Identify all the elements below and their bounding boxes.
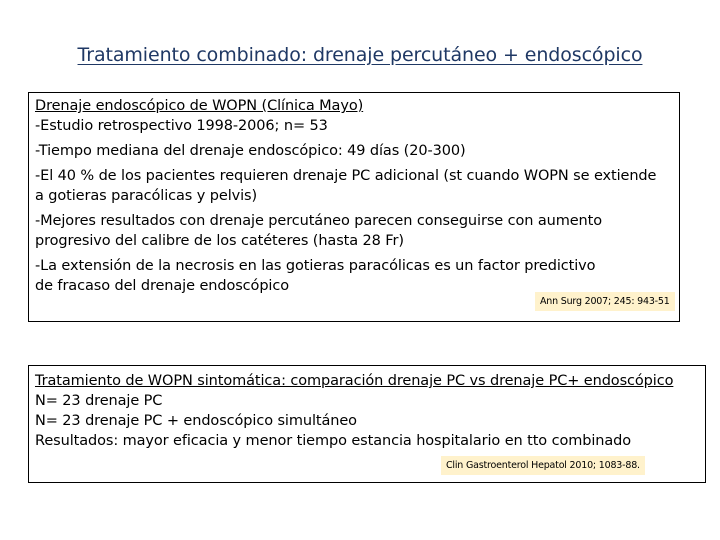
box-heading: Drenaje endoscópico de WOPN (Clínica Mayo) (35, 98, 364, 114)
slide-title: Tratamiento combinado: drenaje percutáneo + endoscópico (77, 44, 643, 66)
reference-citation: Clin Gastroenterol Hepatol 2010; 1083-88. (441, 456, 645, 475)
better-results-line-cont: progresivo del calibre de los catéteres (hasta 28 Fr) (35, 233, 404, 249)
comparison-study-box (28, 365, 706, 483)
mayo-clinic-study-box (28, 92, 680, 322)
better-results-line: -Mejores resultados con drenaje percutáneo parecen conseguirse con aumento (35, 213, 603, 229)
additional-drainage-line: -El 40 % de los pacientes requieren drenaje PC adicional (st cuando WOPN se extiende (35, 168, 657, 184)
reference-citation: Ann Surg 2007; 245: 943-51 (535, 292, 675, 311)
additional-drainage-line-cont: a gotieras paracólicas y pelvis) (35, 188, 258, 204)
predictive-factor-line: -La extensión de la necrosis en las gotieras paracólicas es un factor predictivo (35, 258, 596, 274)
median-time-line: -Tiempo mediana del drenaje endoscópico: 49 días (20-300) (35, 143, 466, 159)
group-combined-line: N= 23 drenaje PC + endoscópico simultáneo (35, 413, 357, 429)
results-line: Resultados: mayor eficacia y menor tiempo estancia hospitalario en tto combinado (35, 433, 632, 449)
predictive-factor-line-cont: de fracaso del drenaje endoscópico (35, 278, 290, 294)
box-heading: Tratamiento de WOPN sintomática: comparación drenaje PC vs drenaje PC+ endoscópico (35, 373, 674, 389)
study-design-line: -Estudio retrospectivo 1998-2006; n= 53 (35, 118, 328, 134)
group-pc-line: N= 23 drenaje PC (35, 393, 163, 409)
